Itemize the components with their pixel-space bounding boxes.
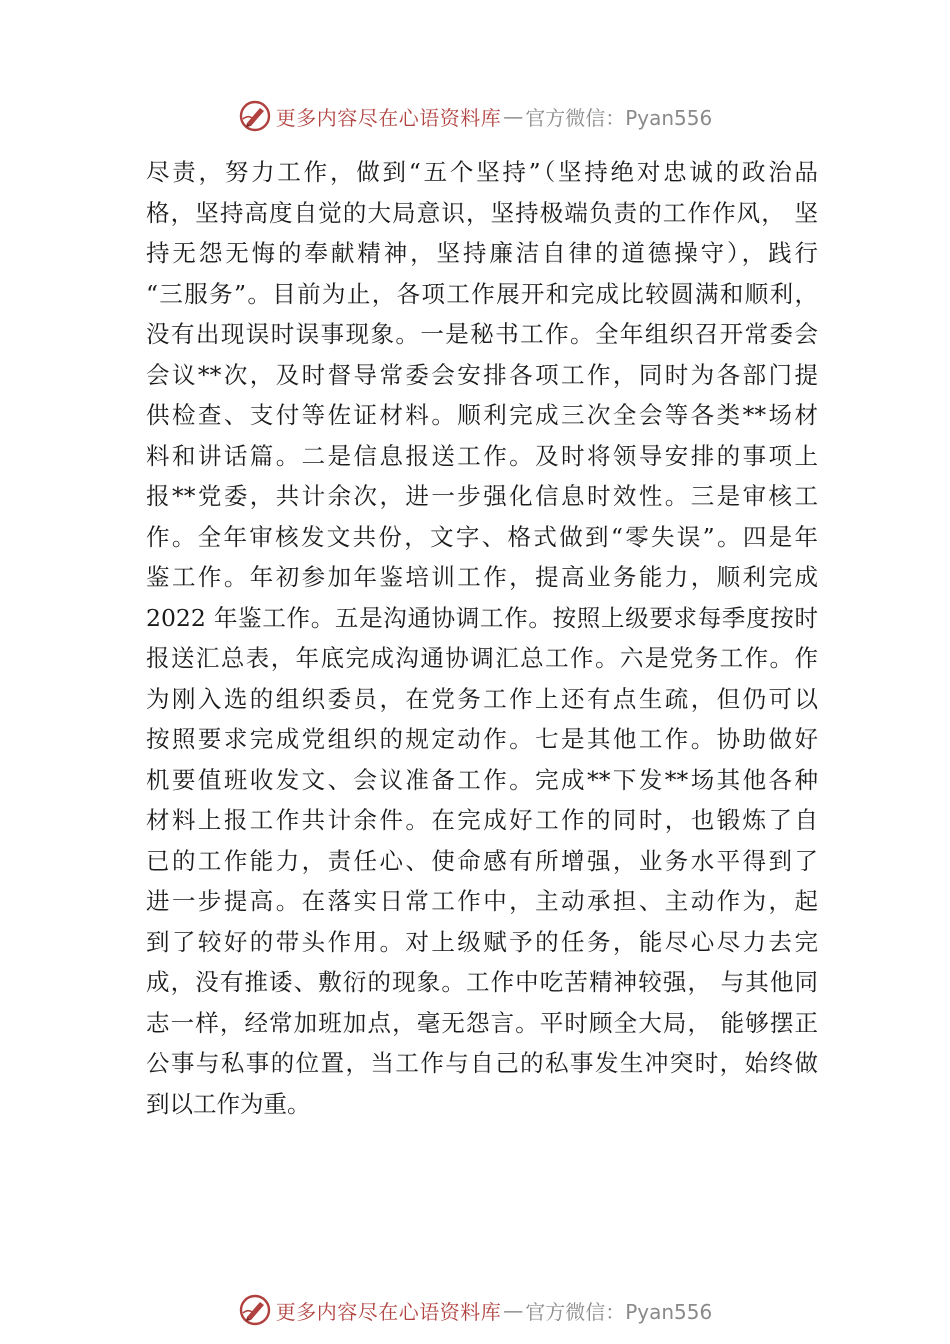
- footer-wechat-text: 官方微信：Pyan556: [525, 1299, 713, 1324]
- body-line: “三服务”。目前为止，各项工作展开和完成比较圆满和顺利，: [146, 279, 818, 308]
- body-line: 到了较好的带头作用。对上级赋予的任务，能尽心尽力去完: [146, 927, 818, 956]
- header-separator: —: [503, 104, 524, 128]
- document-body: [146, 152, 818, 1124]
- header-brand-text: 更多内容尽在心语资料库: [275, 105, 502, 130]
- body-line: 鉴工作。年初参加年鉴培训工作，提高业务能力，顺利完成: [146, 563, 818, 591]
- body-line: 持无怨无悔的奉献精神，坚持廉洁自律的道德操守），践行: [146, 239, 818, 267]
- footer-separator: —: [503, 1298, 524, 1322]
- body-line: 材料上报工作共计余件。在完成好工作的同时，也锻炼了自: [146, 806, 818, 834]
- body-line: 按照要求完成党组织的规定动作。七是其他工作。协助做好: [146, 725, 818, 753]
- header-wechat-text: 官方微信：Pyan556: [525, 105, 713, 130]
- pen-circle-logo-icon: [238, 1293, 272, 1327]
- body-line: 机要值班收发文、会议准备工作。完成**下发**场其他各种: [146, 765, 818, 794]
- body-line: 尽责，努力工作，做到“五个坚持”（坚持绝对忠诚的政治品: [146, 158, 818, 186]
- body-line: 报**党委，共计余次，进一步强化信息时效性。三是审核工: [146, 482, 818, 510]
- body-line: 志一样，经常加班加点，毫无怨言。平时顾全大局， 能够摆正: [146, 1008, 818, 1037]
- header-banner: [0, 96, 950, 136]
- body-line: 报送汇总表，年底完成沟通协调汇总工作。六是党务工作。作: [146, 644, 818, 672]
- body-line: 公事与私事的位置，当工作与自己的私事发生冲突时，始终做: [146, 1049, 818, 1077]
- body-line: 格，坚持高度自觉的大局意识，坚持极端负责的工作作风， 坚: [146, 198, 818, 227]
- body-line: 料和讲话篇。二是信息报送工作。及时将领导安排的事项上: [146, 441, 818, 470]
- body-line-last: 到以工作为重。: [146, 1089, 311, 1118]
- footer-brand-text: 更多内容尽在心语资料库: [275, 1299, 502, 1324]
- body-line: 进一步提高。在落实日常工作中，主动承担、主动作为，起: [146, 887, 818, 915]
- body-line: 会议**次，及时督导常委会安排各项工作，同时为各部门提: [146, 360, 818, 389]
- body-line: 为刚入选的组织委员，在党务工作上还有点生疏，但仍可以: [146, 684, 818, 713]
- pen-circle-logo-icon: [238, 99, 272, 133]
- body-line: 没有出现误时误事现象。一是秘书工作。全年组织召开常委会: [146, 320, 818, 348]
- body-line: 成，没有推诿、敷衍的现象。工作中吃苦精神较强， 与其他同: [146, 968, 818, 996]
- body-line: 作。全年审核发文共份，文字、格式做到“零失误”。四是年: [146, 522, 818, 551]
- body-line: 2022 年鉴工作。五是沟通协调工作。按照上级要求每季度按时: [146, 603, 818, 632]
- body-line: 已的工作能力，责任心、使命感有所增强，业务水平得到了: [146, 846, 818, 875]
- body-line: 供检查、支付等佐证材料。顺利完成三次全会等各类**场材: [146, 401, 818, 429]
- footer-banner: [0, 1290, 950, 1330]
